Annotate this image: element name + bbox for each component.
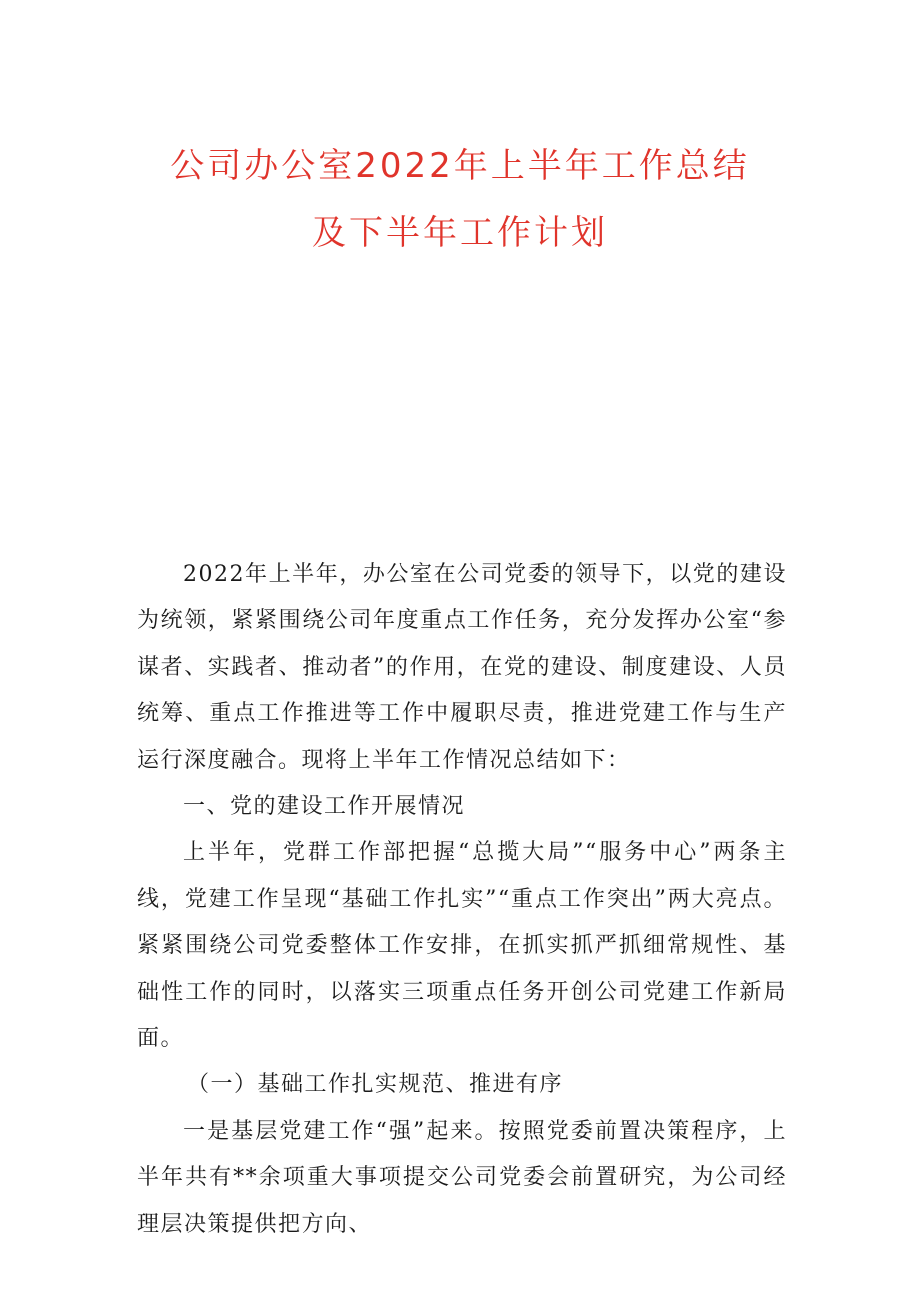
document-title-line-2: 及下半年工作计划 <box>312 213 608 253</box>
document-title-line-1: 公司办公室2022年上半年工作总结 <box>170 146 750 186</box>
section-1-paragraph: 上半年，党群工作部把握“总揽大局”“服务中心”两条主线，党建工作呈现“基础工作扎实”“重点工作突出”两大亮点。紧紧围绕公司党委整体工作安排，在抓实抓严抓细常规性、基础性工作的同时，以落实三项重点任务开创公司党建工作新局面。 <box>137 840 787 1052</box>
subsection-heading-1: （一）基础工作扎实规范、推进有序 <box>187 1072 564 1098</box>
subsection-1-paragraph: 一是基层党建工作“强”起来。按照党委前置决策程序，上半年共有**余项重大事项提交公司党委会前置研究，为公司经理层决策提供把方向、 <box>137 1118 787 1237</box>
document-body <box>137 552 787 1248</box>
intro-paragraph: 2022年上半年，办公室在公司党委的领导下，以党的建设为统领，紧紧围绕公司年度重点工作任务，充分发挥办公室“参谋者、实践者、推动者”的作用，在党的建设、制度建设、人员统筹、重点工作推进等工作中履职尽责，推进党建工作与生产运行深度融合。现将上半年工作情况总结如下： <box>137 562 787 773</box>
section-heading-1: 一、党的建设工作开展情况 <box>183 794 466 820</box>
